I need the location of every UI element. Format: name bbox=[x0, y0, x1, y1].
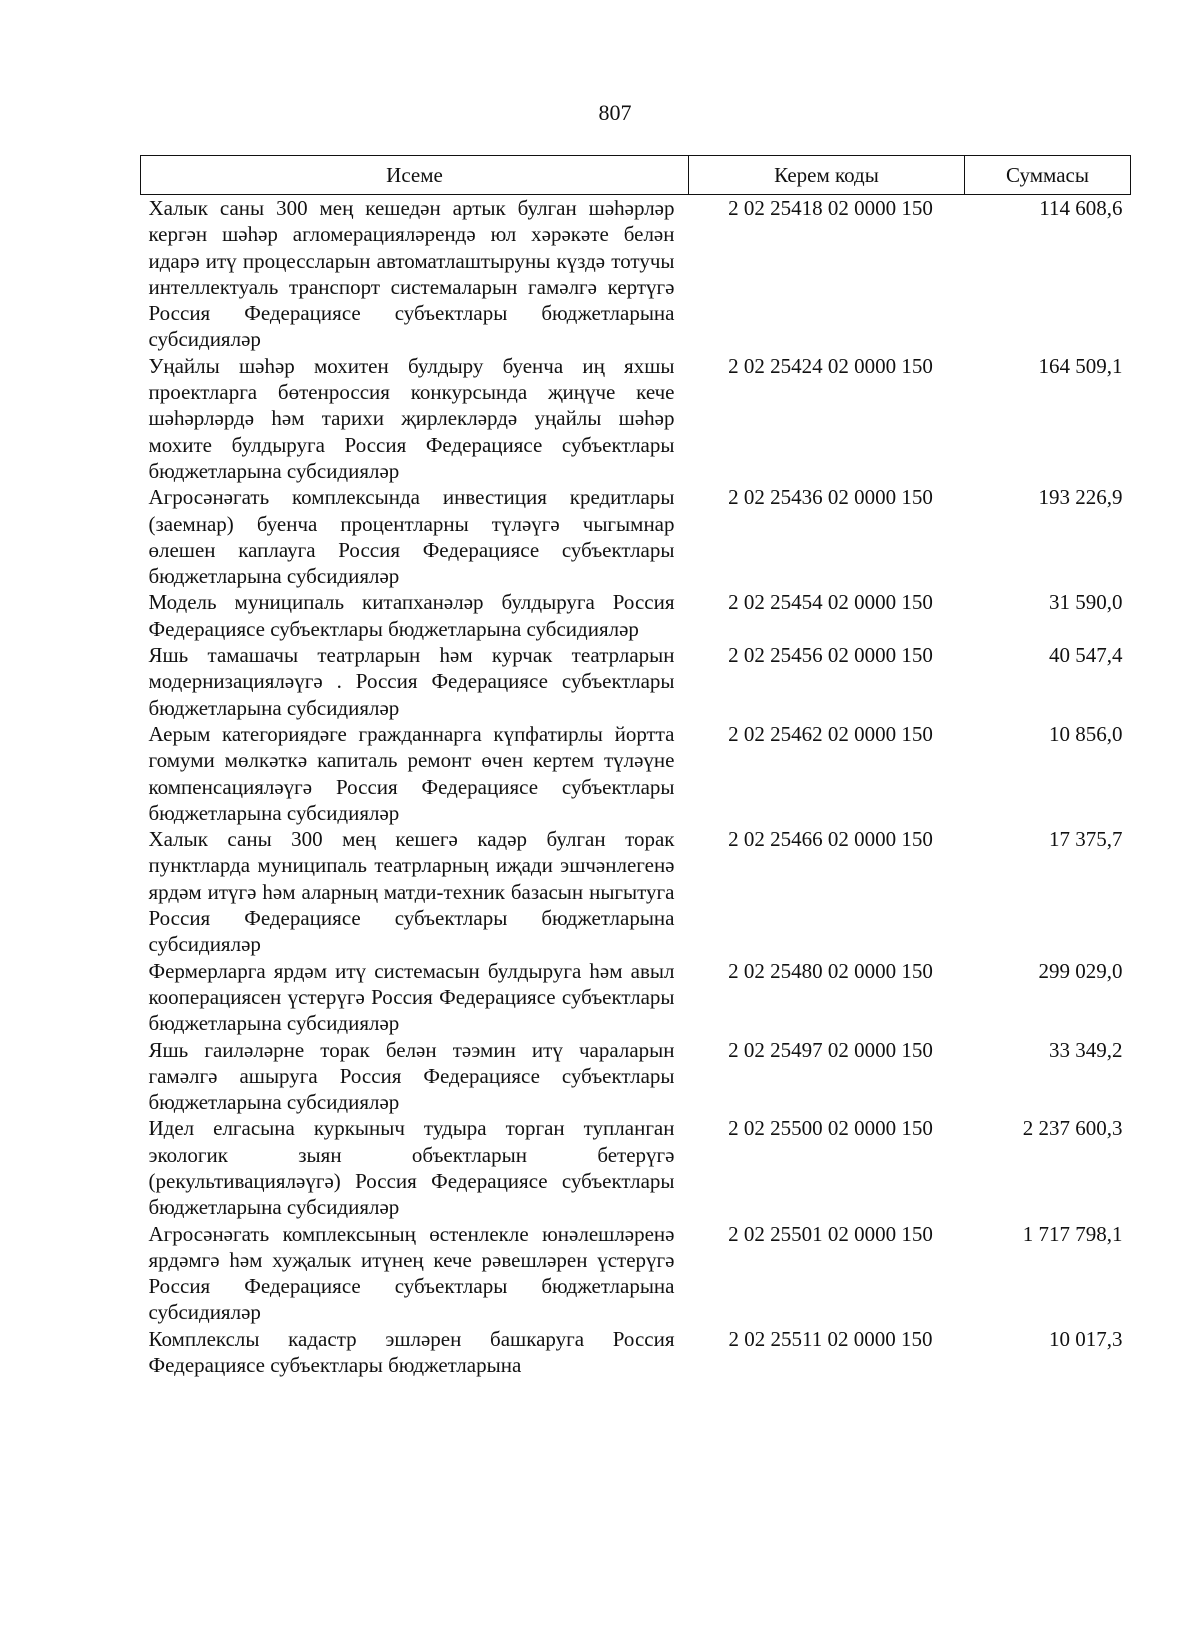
table-row bbox=[141, 958, 1131, 1037]
table-row bbox=[141, 721, 1131, 826]
row-code: 2 02 25418 02 0000 150 bbox=[728, 196, 933, 220]
row-name: Яшь тамашачы театрларын һәм курчак театрларын модернизацияләүгә . Россия Федерациясе субъектлары бюджетларына субсидияләр bbox=[148, 643, 675, 720]
header-code: Керем коды bbox=[689, 156, 965, 195]
row-sum: 299 029,0 bbox=[1038, 958, 1123, 983]
row-code: 2 02 25501 02 0000 150 bbox=[728, 1221, 933, 1246]
row-code: 2 02 25454 02 0000 150 bbox=[728, 590, 933, 615]
row-sum: 40 547,4 bbox=[1049, 643, 1123, 668]
row-code: 2 02 25456 02 0000 150 bbox=[728, 643, 933, 668]
row-code: 2 02 25497 02 0000 150 bbox=[728, 1037, 933, 1062]
row-name: Яшь гаиләләрне торак белән тәэмин итү чараларын гамәлгә ашыруга Россия Федерациясе субъектлары бюджетларына субсидияләр bbox=[148, 1037, 675, 1115]
row-name: Идел елгасына куркыныч тудыра торган тупланган экологик зыян объектларын бетерүгә (рекультивацияләүгә) Россия Федерациясе субъектлары бюджетларына субсидияләр bbox=[148, 1116, 675, 1220]
page-number: 807 bbox=[598, 100, 632, 125]
row-sum: 10 856,0 bbox=[1049, 721, 1123, 746]
row-name: Комплекслы кадастр эшләрен башкаруга Россия Федерациясе субъектлары бюджетларына bbox=[148, 1326, 675, 1378]
row-sum: 17 375,7 bbox=[1049, 827, 1123, 852]
row-code: 2 02 25480 02 0000 150 bbox=[728, 958, 933, 983]
table-row bbox=[141, 1037, 1131, 1116]
table-row bbox=[141, 484, 1131, 589]
table-header-row bbox=[141, 156, 1131, 195]
row-name: Халык саны 300 мең кешегә кадәр булган торак пунктларда муниципаль театрларның иҗади эшчәнлегенә ярдәм итүгә һәм аларның матди-техник базасын ныгытуга Россия Федерациясе субъектлары бюджетларына субсидияләр bbox=[148, 827, 675, 957]
table-row bbox=[141, 1115, 1131, 1220]
row-name: Агросәнәгать комплексында инвестиция кредитлары (заемнар) буенча процентларны түләүгә чыгымнар өлешен каплауга Россия Федерациясе субъектлары бюджетларына субсидияләр bbox=[148, 485, 675, 589]
row-code: 2 02 25462 02 0000 150 bbox=[728, 721, 933, 746]
budget-table bbox=[140, 155, 1131, 1378]
row-code: 2 02 25500 02 0000 150 bbox=[728, 1116, 933, 1141]
table-row bbox=[141, 826, 1131, 957]
row-code: 2 02 25466 02 0000 150 bbox=[728, 827, 933, 852]
row-name: Модель муниципаль китапханәләр булдыруга Россия Федерациясе субъектлары бюджетларына субсидияләр bbox=[148, 590, 675, 641]
row-sum: 10 017,3 bbox=[1049, 1326, 1123, 1351]
row-name: Халык саны 300 мең кешедән артык булган шәһәрләр кергән шәһәр агломерацияләрендә юл хәрәкәте белән идарә итү процессларын автоматлаштыруны күздә тотучы интеллектуаль транспорт системаларын гамәлгә кертүгә Россия Федерациясе субъектлары бюджетларына субсидияләр bbox=[148, 196, 675, 352]
row-sum: 1 717 798,1 bbox=[1022, 1221, 1123, 1246]
header-sum: Суммасы bbox=[965, 156, 1131, 195]
row-sum: 2 237 600,3 bbox=[1022, 1116, 1123, 1141]
table-row bbox=[141, 353, 1131, 484]
row-name: Уңайлы шәһәр мохитен булдыру буенча иң яхшы проектларга бөтенроссия конкурсында җиңүче кече шәһәрләрдә һәм тарихи җирлекләрдә уңайлы шәһәр мохите булдыруга Россия Федерациясе субъектлары бюджетларына субсидияләр bbox=[148, 353, 675, 483]
row-code: 2 02 25424 02 0000 150 bbox=[728, 353, 933, 378]
table-row bbox=[141, 589, 1131, 642]
row-name: Аерым категориядәге гражданнарга күпфатирлы йортта гомуми мөлкәткә капиталь ремонт өчен кертем түләүне компенсацияләүгә Россия Федерациясе субъектлары бюджетларына субсидияләр bbox=[148, 721, 675, 825]
row-sum: 114 608,6 bbox=[1039, 196, 1123, 220]
row-name: Агросәнәгать комплексының өстенлекле юнәлешләренә ярдәмгә һәм хуҗалык итүнең кече рәвешләрен үстерүгә Россия Федерациясе субъектлары бюджетларына субсидияләр bbox=[148, 1221, 675, 1325]
row-code: 2 02 25511 02 0000 150 bbox=[728, 1326, 933, 1351]
table-row bbox=[141, 1221, 1131, 1326]
row-sum: 31 590,0 bbox=[1049, 590, 1123, 615]
table-row bbox=[141, 1326, 1131, 1379]
table-row bbox=[141, 642, 1131, 721]
table-row bbox=[141, 195, 1131, 353]
row-name: Фермерларга ярдәм итү системасын булдыруга һәм авыл кооперациясен үстерүгә Россия Федерациясе субъектлары бюджетларына субсидияләр bbox=[148, 958, 675, 1036]
row-sum: 164 509,1 bbox=[1038, 353, 1123, 378]
row-sum: 193 226,9 bbox=[1038, 485, 1123, 510]
row-sum: 33 349,2 bbox=[1049, 1037, 1123, 1062]
row-code: 2 02 25436 02 0000 150 bbox=[728, 485, 933, 510]
header-name: Исеме bbox=[141, 156, 689, 195]
